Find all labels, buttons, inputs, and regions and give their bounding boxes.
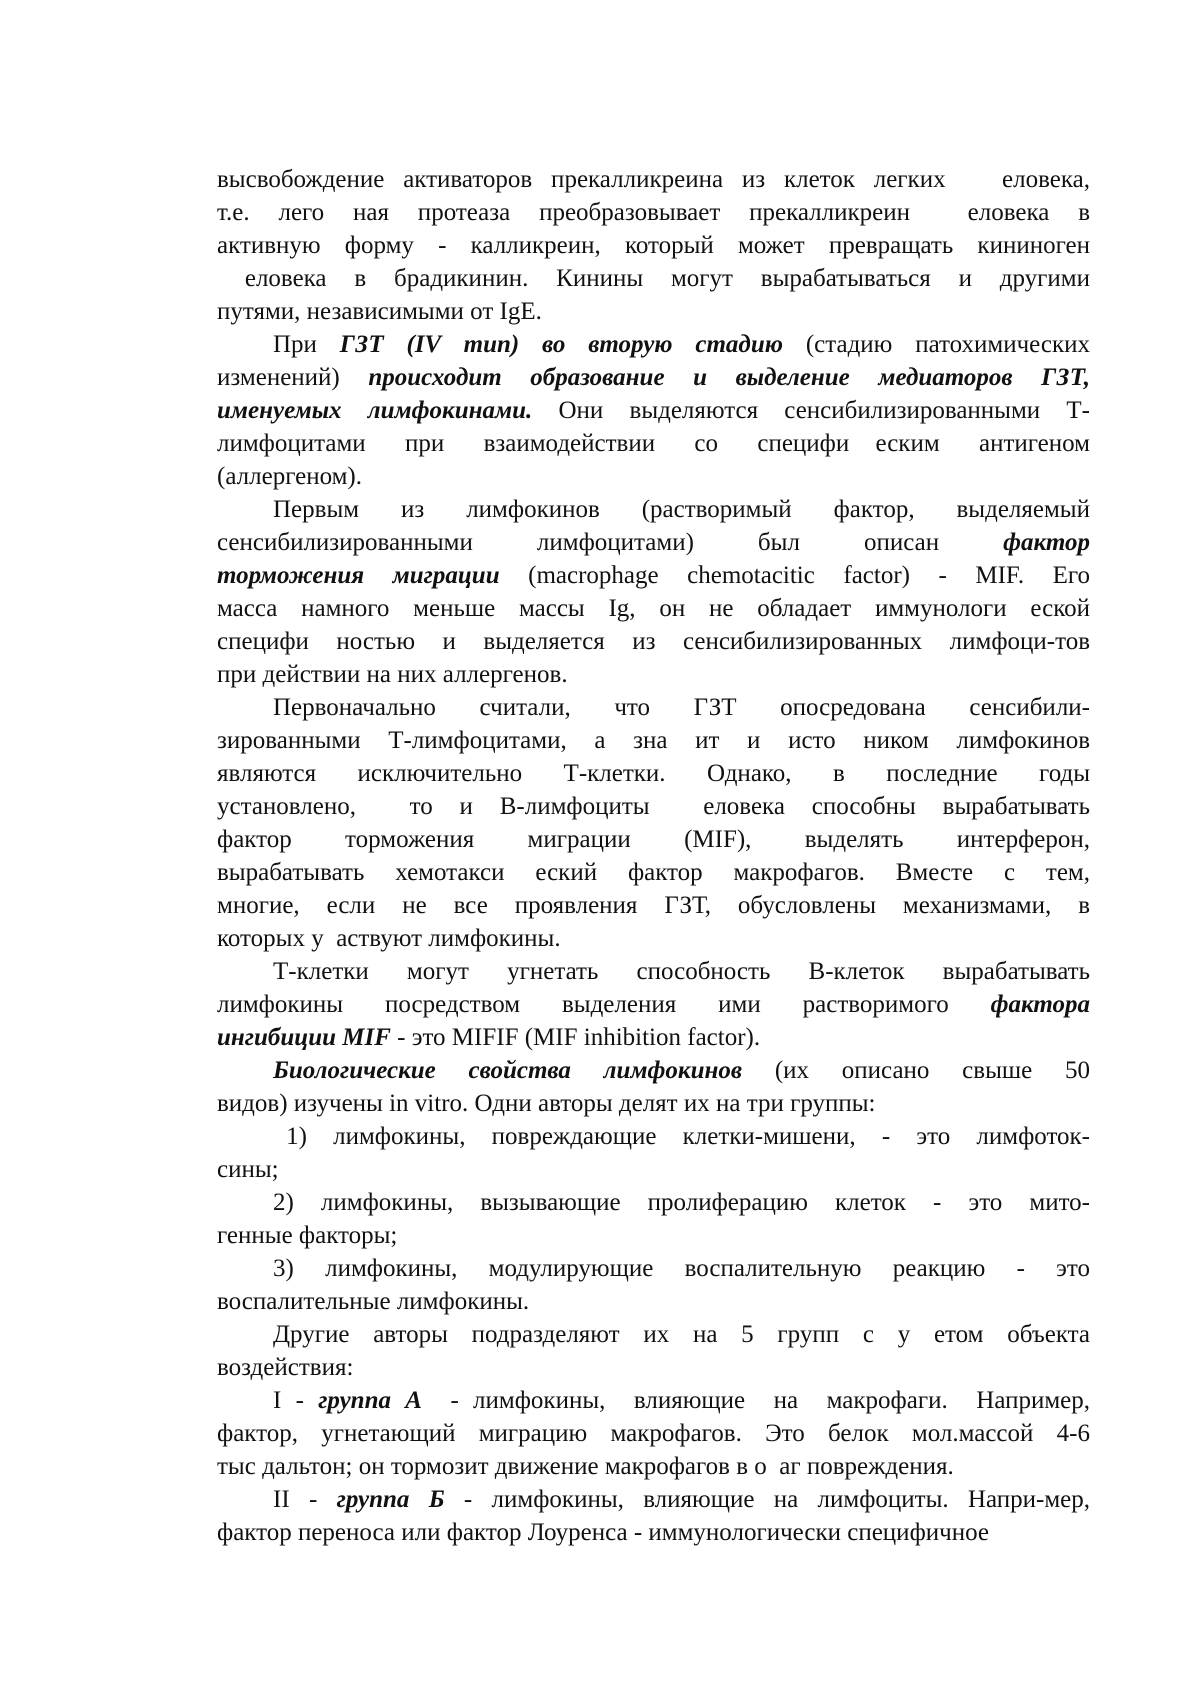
emphasis-text: фактора (990, 991, 1090, 1018)
text-line (217, 856, 1090, 889)
text-run: т.е. лего ная протеаза преобразовывает прекалликреин еловека в (217, 199, 1090, 226)
text-run: (macrophage chemotacitic factor) - MIF. Его (499, 562, 1090, 589)
paragraph-p7 (217, 1120, 1090, 1186)
text-run: фактор торможения миграции (MIF), выделять интерферон, (217, 826, 1090, 853)
text-line (217, 1021, 1090, 1054)
text-line (217, 460, 1090, 493)
text-line (217, 1516, 1090, 1549)
text-line (217, 724, 1090, 757)
text-line (217, 295, 1090, 328)
text-run: высвобождение активаторов прекалликреина из клеток легких еловека, (217, 166, 1090, 193)
text-line (217, 1120, 1090, 1153)
text-line (217, 262, 1090, 295)
emphasis-text: происходит образование и выделение медиаторов ГЗТ, (368, 364, 1090, 391)
paragraph-p5 (217, 955, 1090, 1054)
text-line (217, 361, 1090, 394)
document-page (217, 163, 1090, 1549)
text-run: (аллергеном). (217, 463, 363, 490)
paragraph-p11 (217, 1384, 1090, 1483)
text-run: лимфоцитами при взаимодействии со специфи еским антигеном (217, 430, 1090, 457)
text-line (217, 922, 1090, 955)
text-line (217, 1417, 1090, 1450)
text-line (217, 394, 1090, 427)
text-run: 3) лимфокины, модулирующие воспалительную реакцию - это (273, 1255, 1090, 1282)
text-line (217, 1483, 1090, 1516)
text-run: При (273, 331, 340, 358)
text-run: фактор, угнетающий миграцию макрофагов. Это белок мол.массой 4-6 (217, 1420, 1090, 1447)
text-line (217, 196, 1090, 229)
text-run: 2) лимфокины, вызывающие пролиферацию клеток - это мито- (273, 1189, 1090, 1216)
text-run: активную форму - калликреин, который может превращать кининоген (217, 232, 1090, 259)
paragraph-p12 (217, 1483, 1090, 1549)
text-line (217, 1450, 1090, 1483)
text-line (217, 1351, 1090, 1384)
text-run: зированными Т-лимфоцитами, а зна ит и исто ником лимфокинов (217, 727, 1090, 754)
text-run: сины; (217, 1156, 279, 1183)
text-run: еловека в брадикинин. Кинины могут вырабатываться и другими (217, 265, 1091, 292)
text-run: путями, независимыми от IgE. (217, 298, 542, 325)
paragraph-p6 (217, 1054, 1090, 1120)
text-line (217, 658, 1090, 691)
text-line (217, 1054, 1090, 1087)
text-line (217, 625, 1090, 658)
text-run: 1) лимфокины, повреждающие клетки-мишени, - это лимфоток- (273, 1123, 1091, 1150)
text-line (217, 757, 1090, 790)
text-run: которых у аствуют лимфокины. (217, 925, 561, 952)
text-line (217, 889, 1090, 922)
text-line (217, 955, 1090, 988)
text-run: - это MIFIF (MIF inhibition factor). (390, 1024, 761, 1051)
text-line (217, 1318, 1090, 1351)
text-line (217, 328, 1090, 361)
text-run: изменений) (217, 364, 369, 391)
text-line (217, 229, 1090, 262)
text-run: сенсибилизированными лимфоцитами) был описан (217, 529, 1004, 556)
emphasis-text: Биологические свойства лимфокинов (273, 1057, 743, 1084)
text-line (217, 691, 1090, 724)
text-run: I - (273, 1387, 319, 1414)
text-run: (стадию патохимических (782, 331, 1090, 358)
text-run: Т-клетки могут угнетать способность В-клеток вырабатывать (273, 958, 1090, 985)
paragraph-p2 (217, 328, 1090, 493)
text-line (217, 1087, 1090, 1120)
text-run: генные факторы; (217, 1222, 398, 1249)
text-line (217, 163, 1090, 196)
text-run: видов) изучены in vitro. Одни авторы делят их на три группы: (217, 1090, 876, 1117)
text-run: воздействия: (217, 1354, 354, 1381)
text-run: вырабатывать хемотакси еский фактор макрофагов. Вместе с тем, (217, 859, 1090, 886)
text-run: Первым из лимфокинов (растворимый фактор, выделяемый (273, 496, 1090, 523)
emphasis-text: ингибиции MIF (217, 1024, 391, 1051)
text-run: - лимфокины, влияющие на лимфоциты. Напри-мер, (444, 1486, 1091, 1513)
emphasis-text: группа А (318, 1387, 422, 1414)
text-line (217, 592, 1090, 625)
text-line (217, 1252, 1090, 1285)
text-run: Первоначально считали, что ГЗТ опосредована сенсибили- (273, 694, 1090, 721)
text-line (217, 1219, 1090, 1252)
paragraph-p8 (217, 1186, 1090, 1252)
text-run: специфи ностью и выделяется из сенсибилизированных лимфоци-тов (217, 628, 1090, 655)
text-run: многие, если не все проявления ГЗТ, обусловлены механизмами, в (217, 892, 1090, 919)
paragraph-p9 (217, 1252, 1090, 1318)
emphasis-text: фактор (1003, 529, 1090, 556)
text-line (217, 1153, 1090, 1186)
text-line (217, 493, 1090, 526)
emphasis-text: именуемых лимфокинами. (217, 397, 533, 424)
emphasis-text: торможения миграции (217, 562, 500, 589)
text-line (217, 790, 1090, 823)
text-run: тыс дальтон; он тормозит движение макрофагов в о аг повреждения. (217, 1453, 954, 1480)
paragraph-p10 (217, 1318, 1090, 1384)
text-line (217, 559, 1090, 592)
text-line (217, 1186, 1090, 1219)
text-line (217, 823, 1090, 856)
text-run: при действии на них аллергенов. (217, 661, 568, 688)
text-run: - лимфокины, влияющие на макрофаги. Например, (421, 1387, 1091, 1414)
text-run: (их описано свыше 50 (742, 1057, 1090, 1084)
text-run: воспалительные лимфокины. (217, 1288, 530, 1315)
text-run: масса намного меньше массы Ig, он не обладает иммунологи еской (217, 595, 1090, 622)
text-run: фактор переноса или фактор Лоуренса - иммунологически специфичное (217, 1519, 989, 1546)
paragraph-p1 (217, 163, 1090, 328)
emphasis-text: группа Б (336, 1486, 445, 1513)
emphasis-text: ГЗТ (IV тип) во вторую стадию (339, 331, 783, 358)
paragraph-p3 (217, 493, 1090, 691)
text-run: II - (273, 1486, 337, 1513)
text-line (217, 526, 1090, 559)
text-line (217, 988, 1090, 1021)
text-run: установлено, то и В-лимфоциты еловека способны вырабатывать (217, 793, 1090, 820)
text-line (217, 1384, 1090, 1417)
text-run: являются исключительно Т-клетки. Однако, в последние годы (217, 760, 1090, 787)
text-run: Другие авторы подразделяют их на 5 групп с у етом объекта (273, 1321, 1090, 1348)
text-run: Они выделяются сенсибилизированными Т- (532, 397, 1090, 424)
text-run: лимфокины посредством выделения ими растворимого (217, 991, 991, 1018)
text-line (217, 427, 1090, 460)
text-line (217, 1285, 1090, 1318)
paragraph-p4 (217, 691, 1090, 955)
